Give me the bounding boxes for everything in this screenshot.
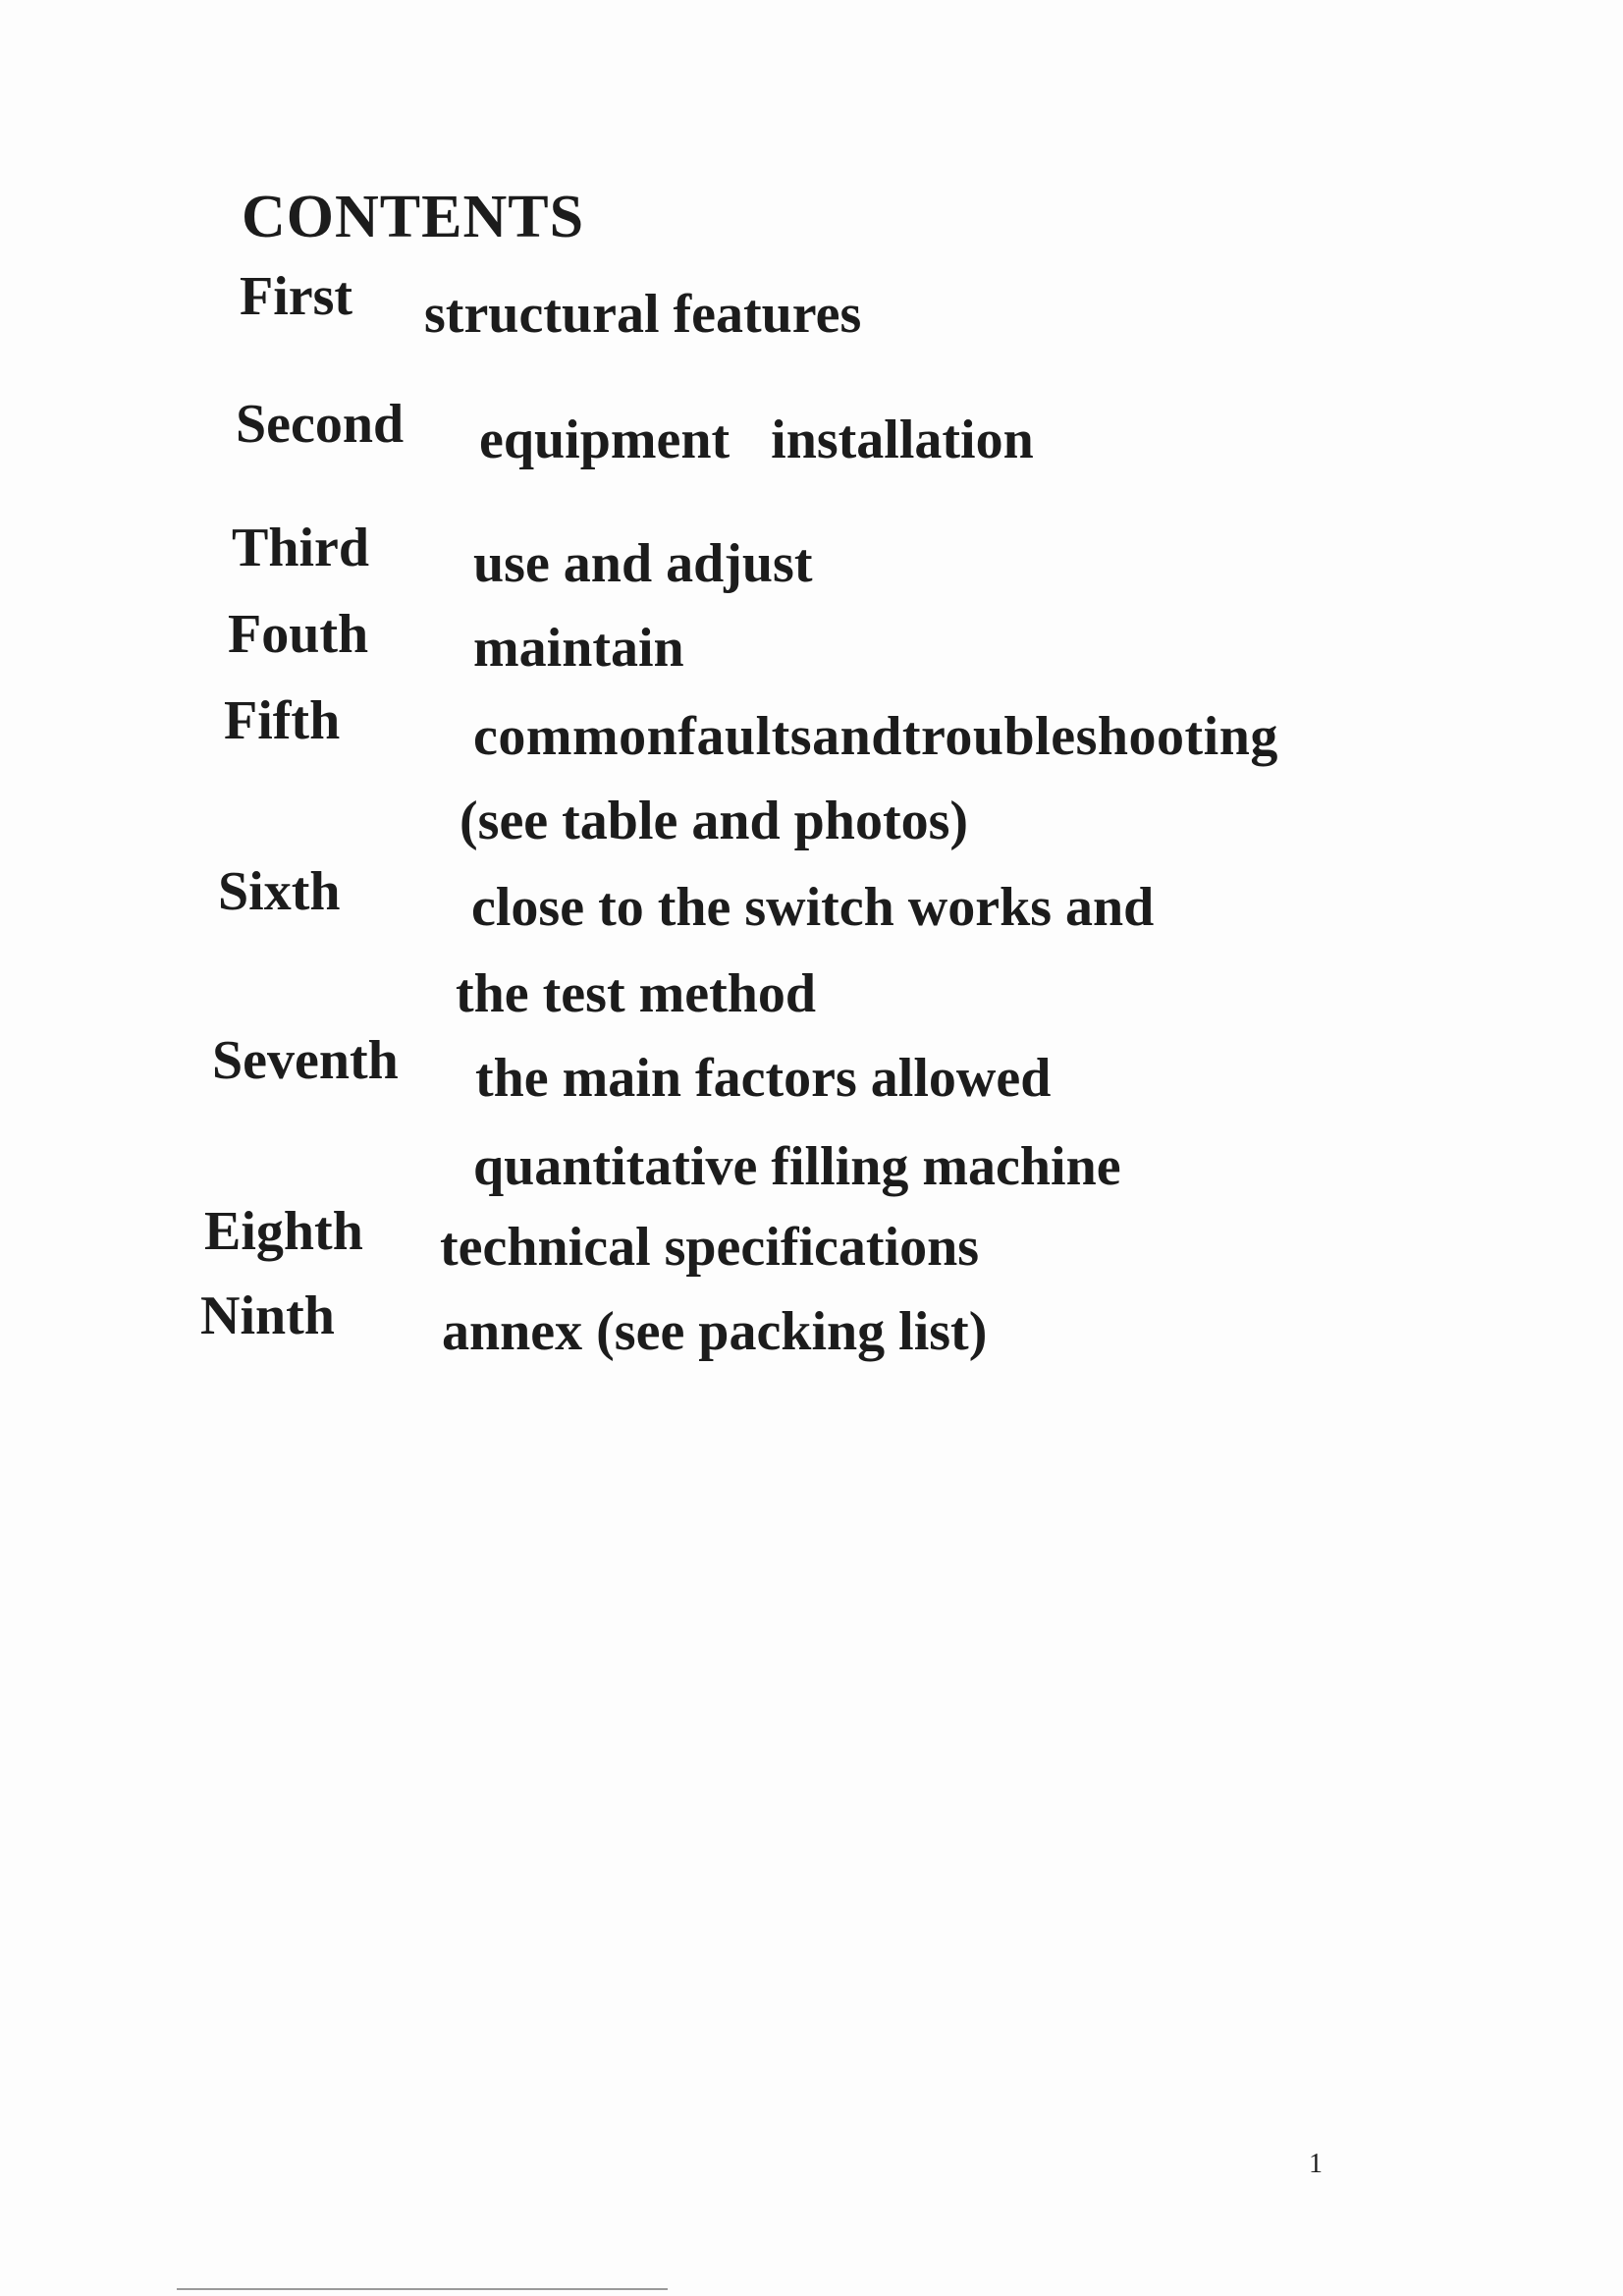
page-title: CONTENTS (242, 184, 585, 250)
toc-text-eighth: technical specifications (440, 1217, 980, 1278)
toc-label-fifth: Fifth (224, 690, 341, 751)
toc-label-sixth: Sixth (218, 861, 341, 922)
toc-label-seventh: Seventh (212, 1030, 399, 1091)
toc-text-first: structural features (424, 284, 862, 345)
toc-label-eighth: Eighth (204, 1201, 363, 1262)
toc-text-third: use and adjust (473, 533, 813, 594)
page-number: 1 (1309, 2149, 1323, 2179)
toc-continuation-fifth: (see table and photos) (460, 791, 969, 851)
toc-text-fouth: maintain (473, 618, 684, 679)
toc-text-fifth: commonfaultsandtroubleshooting (473, 706, 1278, 767)
toc-text-second: equipment installation (479, 410, 1034, 470)
toc-continuation-seventh: quantitative filling machine (473, 1136, 1121, 1197)
toc-label-fouth: Fouth (228, 604, 369, 665)
toc-text-ninth: annex (see packing list) (442, 1301, 988, 1362)
toc-label-ninth: Ninth (200, 1285, 335, 1346)
toc-text-sixth: close to the switch works and (471, 877, 1155, 938)
toc-label-third: Third (232, 518, 370, 578)
toc-text-seventh: the main factors allowed (475, 1048, 1052, 1109)
toc-label-second: Second (236, 394, 405, 455)
toc-continuation-sixth: the test method (456, 963, 817, 1024)
toc-label-first: First (240, 266, 353, 327)
bottom-divider (177, 2288, 668, 2290)
